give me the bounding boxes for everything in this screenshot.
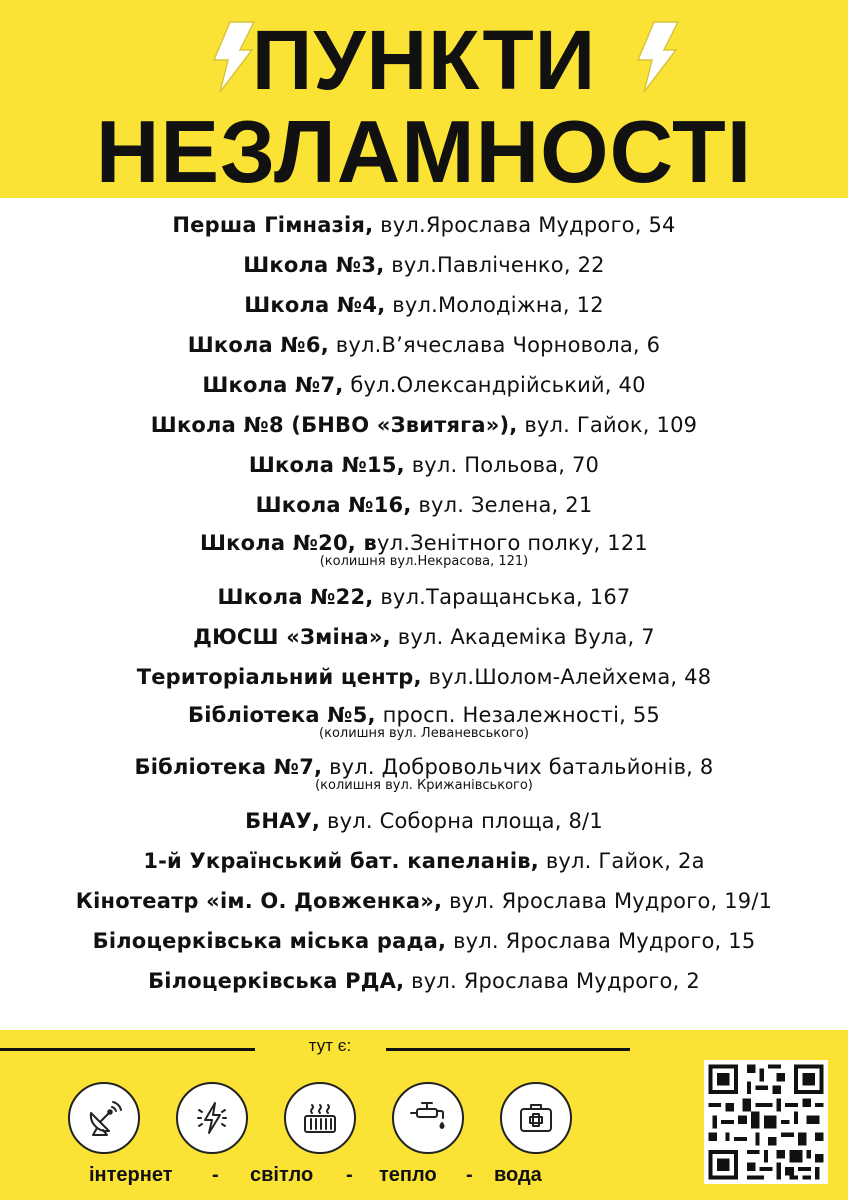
- amenity-label: вода: [494, 1164, 542, 1186]
- separator: -: [212, 1164, 219, 1186]
- list-item: [0, 881, 848, 921]
- location-name: БНАУ,: [245, 809, 321, 833]
- location-name: ДЮСШ «Зміна»,: [193, 625, 391, 649]
- location-name: Школа №6,: [187, 333, 329, 357]
- location-name: Білоцерківська РДА,: [148, 969, 405, 993]
- amenity-label: інтернет: [89, 1164, 173, 1186]
- page-title-line1: ПУНКТИ: [251, 13, 597, 107]
- location-address: вул. Академіка Вула, 7: [390, 625, 655, 649]
- header-banner: [0, 0, 848, 201]
- locations-list: [0, 205, 848, 1001]
- separator: -: [466, 1164, 473, 1186]
- location-address: вул.В’ячеслава Чорновола, 6: [328, 333, 661, 357]
- lightning-icon: [176, 1082, 248, 1154]
- location-address: вул.Ярослава Мудрого, 54: [373, 213, 676, 237]
- list-item: [0, 657, 848, 697]
- list-item: [0, 405, 848, 445]
- location-name: Перша Гімназія,: [172, 213, 374, 237]
- location-address: вул.Таращанська, 167: [373, 585, 631, 609]
- qr-code-icon[interactable]: [704, 1060, 828, 1184]
- location-name: 1-й Український бат. капеланів,: [143, 849, 539, 873]
- list-item: [0, 445, 848, 485]
- amenity-label: світло: [250, 1164, 314, 1186]
- location-name: Школа №3,: [243, 253, 385, 277]
- location-address: вул. Добровольчих батальйонів, 8: [322, 755, 714, 779]
- location-address: вул. Зелена, 21: [411, 493, 593, 517]
- list-item: [0, 285, 848, 325]
- water-tap-icon: [392, 1082, 464, 1154]
- location-address: вул. Ярослава Мудрого, 19/1: [442, 889, 773, 913]
- location-name: Кінотеатр «ім. О. Довженка»,: [75, 889, 443, 913]
- satellite-dish-icon: [68, 1082, 140, 1154]
- location-note: (колишня вул. Леваневського): [319, 726, 529, 741]
- location-address: вул. Ярослава Мудрого, 15: [446, 929, 756, 953]
- page-title-line2: НЕЗЛАМНОСТІ: [95, 102, 753, 201]
- location-name: Школа №20, в: [200, 531, 377, 555]
- list-item: [0, 205, 848, 245]
- list-item: [0, 961, 848, 1001]
- location-name: Школа №22,: [217, 585, 374, 609]
- radiator-icon: [284, 1082, 356, 1154]
- location-name: Школа №4,: [244, 293, 386, 317]
- amenity-label: тепло: [379, 1164, 437, 1186]
- divider-right: [386, 1048, 630, 1051]
- divider-left: [0, 1048, 255, 1051]
- location-address: вул. Гайок, 2а: [538, 849, 705, 873]
- first-aid-kit-icon: [500, 1082, 572, 1154]
- location-address: бул.Олександрійський, 40: [343, 373, 646, 397]
- list-item: [0, 801, 848, 841]
- location-note: (колишня вул.Некрасова, 121): [319, 554, 529, 569]
- here-label: тут є:: [308, 1036, 352, 1055]
- separator: -: [346, 1164, 353, 1186]
- list-item: [0, 365, 848, 405]
- lightning-bolt-icon: [632, 20, 680, 94]
- location-address: вул.Шолом-Алейхема, 48: [421, 665, 712, 689]
- location-address: вул. Ярослава Мудрого, 2: [404, 969, 700, 993]
- list-item: [0, 921, 848, 961]
- list-item: [0, 577, 848, 617]
- location-address: ул.Зенітного полку, 121: [376, 531, 648, 555]
- location-note: (колишня вул. Крижанівського): [315, 778, 533, 793]
- location-name: Школа №16,: [255, 493, 412, 517]
- location-address: вул. Польова, 70: [404, 453, 600, 477]
- list-item: [0, 325, 848, 365]
- location-address: вул.Молодіжна, 12: [385, 293, 604, 317]
- location-name: Школа №7,: [202, 373, 344, 397]
- location-name: Школа №8 (БНВО «Звитяга»),: [150, 413, 518, 437]
- location-name: Територіальний центр,: [136, 665, 422, 689]
- location-name: Бібліотека №5,: [188, 703, 376, 727]
- location-address: вул.Павліченко, 22: [384, 253, 605, 277]
- list-item: [0, 485, 848, 525]
- location-name: Школа №15,: [248, 453, 405, 477]
- location-address: вул. Соборна площа, 8/1: [320, 809, 603, 833]
- list-item: [0, 617, 848, 657]
- list-item: [0, 841, 848, 881]
- list-item: [0, 245, 848, 285]
- location-address: просп. Незалежності, 55: [375, 703, 660, 727]
- location-address: вул. Гайок, 109: [517, 413, 698, 437]
- location-name: Білоцерківська міська рада,: [92, 929, 447, 953]
- location-name: Бібліотека №7,: [134, 755, 323, 779]
